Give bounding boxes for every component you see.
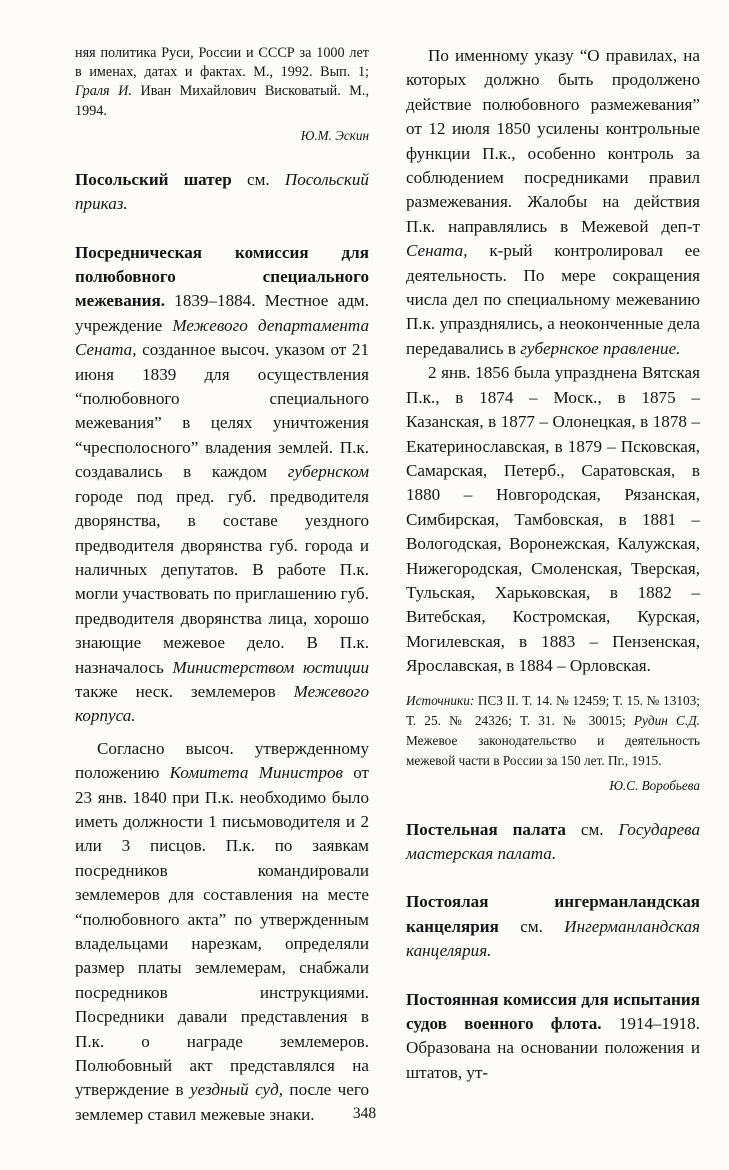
author-name: Граля И. — [75, 83, 132, 100]
entry-posolsky-shater: Посольский шатер см. Посольский приказ. — [75, 169, 369, 214]
sources-label: Источники: — [406, 692, 475, 708]
cross-reference: Ингерманландская канцелярия. — [406, 916, 700, 961]
sources: Источники: ПСЗ II. Т. 14. № 12459; Т. 15. № 13103; Т. 25. № 24326; Т. 31. № 30015; Рудин С.Д. Межевое законодательство и деятельность межевой части в России за 150 лет. Пг., 1915. — [406, 692, 701, 768]
entry-headword: Постоянная комиссия для испытания судов военного флота. — [406, 989, 700, 1033]
entry-postoyalaya-kantselyariya: Постоялая ингерманландская канцелярия см. Ингерманландская канцелярия. — [406, 892, 700, 961]
entry-headword: Посольский шатер — [75, 169, 232, 189]
entry-headword: Посредническая комиссия для полюбовного специального межевания. — [75, 242, 369, 311]
paragraph: 2 янв. 1856 была упразднена Вятская П.к., в 1874 – Моск., в 1875 – Казанская, в 1877 – Олонецкая, в 1878 – Екатеринославская, в 1879 – Псковская, Самарская, Петерб., Саратовская, в 1880 – Новгородская, Рязанская, Симбирская, Тамбовская, в 1881 – Вологодская, Воронежская, Калужская, Нижегородская, Смоленская, Тверская, Тульская, Харьковская, в 1882 – Витебская, Костромская, Курская, Могилевская, в 1883 – Пензенская, Ярославская, в 1884 – Орловская. — [406, 363, 700, 676]
paragraph: Согласно высоч. утвержденному положению Комитета Министров от 23 янв. 1840 при П.к. необходимо было иметь должности 1 письмоводителя и 2 или 3 писцов. П.к. по заявкам посредников командировали землемеров для составления на месте “полюбовного акта” по утвержденным владельцами нарезкам, определяли размер платы землемерам, снабжали посредников инструкциями. Посредники давали представления в П.к. о награде землемеров. Полюбовный акт представлялся на утверждение в уездный суд, после чего землемер ставил межевые знаки. — [75, 738, 369, 1124]
author-signature: Ю.М. Эскин — [300, 127, 369, 143]
entry-headword: Постоялая ингерманландская канцелярия — [406, 892, 700, 936]
paragraph: По именному указу “О правилах, на которых должно быть продолжено действие полюбовного размежевания” от 12 июля 1850 усилены контрольные функции П.к., особенно контроль за соблюдением посредниками правил размежевания. Жалобы на действия П.к. направлялись в Межевой деп-т Сената, к-рый контролировал ее деятельность. По мере сокращения числа дел по специальному межеванию П.к. упразднялись, а неоконченные дела передавались в губернское правление. — [406, 46, 700, 358]
cross-reference: Государева мастерская палата. — [406, 819, 701, 863]
cross-reference: Посольский приказ. — [75, 169, 369, 214]
right-column — [406, 44, 700, 1085]
page-number: 348 — [352, 1105, 377, 1122]
entry-postelnaya-palata: Постельная палата см. Государева мастерская палата. — [406, 819, 701, 863]
entry-headword: Постельная палата — [406, 819, 566, 839]
entry-postoyannaya-komissiya: Постоянная комиссия для испытания судов военного флота. 1914–1918. Образована на основании положения и штатов, ут- — [406, 989, 700, 1082]
entry-posrednicheskaya-komissiya: Посредническая комиссия для полюбовного специального межевания. 1839–1884. Местное адм. учреждение Межевого департамента Сената, созданное высоч. указом от 21 июня 1839 для осуществления “полюбовного специального межевания” в целях уничтожения “чресполосного” владения землей. П.к. создавались в каждом губернском городе под пред. губ. предводителя дворянства, в составе уездного предводителя дворянства губ. города и наличных депутатов. В работе П.к. могли участвовать по приглашению губ. предводителя дворянства лица, хорошо знающие межевое дело. В П.к. назначалось Министерством юстиции также неск. землемеров Межевого корпуса. — [75, 242, 369, 726]
author-signature: Ю.С. Воробьева — [609, 777, 700, 793]
bibliography-continuation: няя политика Руси, России и СССР за 1000 лет в именах, датах и фактах. М., 1992. Вып. 1; Граля И. Иван Михайлович Висковатый. М., 1994. — [75, 45, 369, 119]
left-column — [75, 44, 369, 1127]
